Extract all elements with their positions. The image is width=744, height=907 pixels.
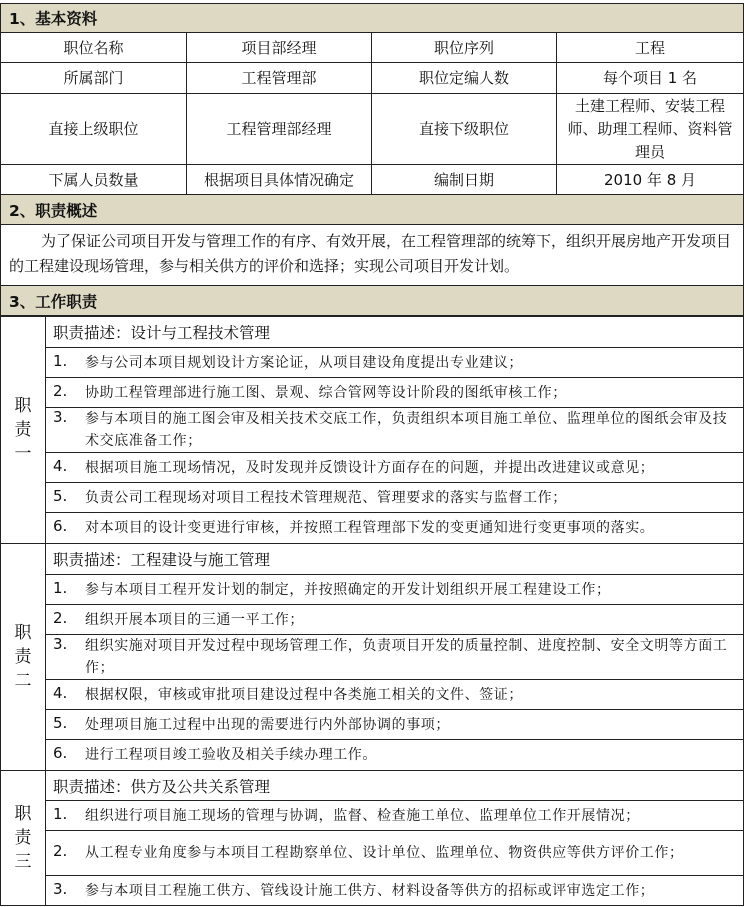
duty-item: 6. 对本项目的设计变更进行审核，并按照工程管理部下发的变更通知进行变更事项的落实。 [46,513,744,544]
duty-item: 4. 根据项目施工现场情况，及时发现并反馈设计方面存在的问题，并提出改进建议或意见； [46,453,744,483]
section-title-duties: 3、工作职责 [1,286,744,316]
value-direct-superior: 工程管理部经理 [187,94,372,165]
section-title-basic: 1、基本资料 [1,4,744,33]
value-position-name: 项目部经理 [187,33,372,63]
label-direct-superior: 直接上级职位 [1,94,187,165]
duty-item: 6. 进行工程项目竣工验收及相关手续办理工作。 [46,740,744,771]
value-headcount: 每个项目 1 名 [557,63,744,94]
overview-paragraph: 为了保证公司项目开发与管理工作的有序、有效开展，在工程管理部的统筹下，组织开展房地产开发项目的工程建设现场管理，参与相关供方的评价和选择；实现公司项目开发计划。 [1,225,744,286]
duty-group-label: 职责三 [1,771,46,906]
section-title-overview: 2、职责概述 [1,195,744,225]
duty-item: 1. 参与公司本项目规划设计方案论证，从项目建设角度提出专业建议； [46,348,744,378]
duty-item: 2. 组织开展本项目的三通一平工作； [46,605,744,635]
duty-description: 职责描述：设计与工程技术管理 [46,317,744,348]
value-compile-date: 2010 年 8 月 [557,165,744,195]
label-headcount: 职位定编人数 [372,63,557,94]
duty-description: 职责描述：供方及公共关系管理 [46,771,744,801]
duty-group-label: 职责一 [1,317,46,544]
label-direct-subordinates: 直接下级职位 [372,94,557,165]
duty-item: 1. 参与本项目工程开发计划的制定，并按照确定的开发计划组织开展工程建设工作； [46,575,744,605]
duty-item: 2. 从工程专业角度参与本项目工程勘察单位、设计单位、监理单位、物资供应等供方评价工作； [46,831,744,876]
label-subordinate-count: 下属人员数量 [1,165,187,195]
label-department: 所属部门 [1,63,187,94]
label-compile-date: 编制日期 [372,165,557,195]
value-subordinate-count: 根据项目具体情况确定 [187,165,372,195]
duty-item: 3. 组织实施对项目开发过程中现场管理工作，负责项目开发的质量控制、进度控制、安全文明等方面工作； [46,635,744,680]
label-position-name: 职位名称 [1,33,187,63]
duty-group-label: 职责二 [1,544,46,771]
duty-item: 3. 参与本项目工程施工供方、管线设计施工供方、材料设备等供方的招标或评审选定工作； [46,876,744,906]
duty-description: 职责描述：工程建设与施工管理 [46,544,744,575]
duty-item: 2. 协助工程管理部进行施工图、景观、综合管网等设计阶段的图纸审核工作； [46,378,744,408]
value-department: 工程管理部 [187,63,372,94]
basic-info-table [0,3,744,316]
duty-item: 4. 根据权限，审核或审批项目建设过程中各类施工相关的文件、签证； [46,680,744,710]
label-position-series: 职位序列 [372,33,557,63]
duty-item: 5. 负责公司工程现场对项目工程技术管理规范、管理要求的落实与监督工作； [46,483,744,513]
value-position-series: 工程 [557,33,744,63]
duties-table [0,316,744,906]
duty-item: 5. 处理项目施工过程中出现的需要进行内外部协调的事项； [46,710,744,740]
duty-item: 1. 组织进行项目施工现场的管理与协调，监督、检查施工单位、监理单位工作开展情况； [46,801,744,831]
value-direct-subordinates: 土建工程师、安装工程师、助理工程师、资料管理员 [557,94,744,165]
duty-item: 3. 参与本项目的施工图会审及相关技术交底工作，负责组织本项目施工单位、监理单位的图纸会审及技术交底准备工作； [46,408,744,453]
